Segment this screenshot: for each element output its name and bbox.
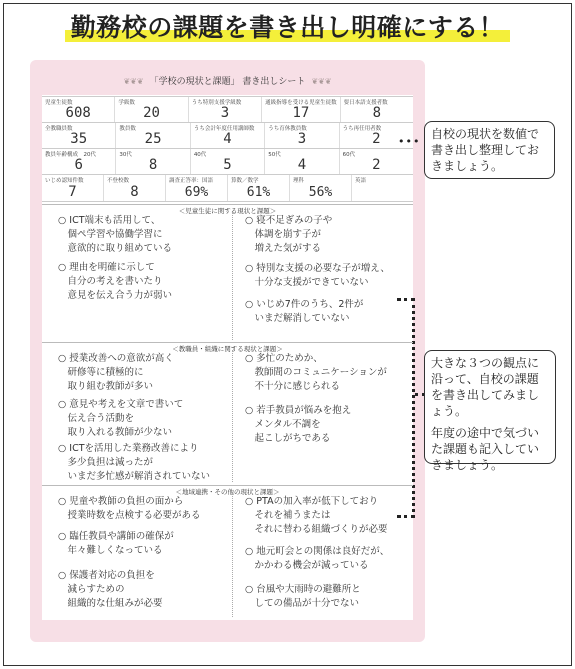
issue-item: ○ 特別な支援の必要な子が増え、 十分な支援ができていない bbox=[245, 263, 390, 288]
stat-value: 608 bbox=[65, 105, 91, 121]
callout-perspectives-text-1: 大きな３つの観点に沿って、自校の課題を書き出してみましょう。 bbox=[431, 356, 540, 418]
section-heading-staff: ＜教職員・組織に関する現状と課題＞ bbox=[42, 342, 413, 353]
stat-label: 理科 bbox=[293, 178, 305, 184]
issue-item: ○ ICTを活用した業務改善により 多少負担は減ったが いまだ多忙感が解消されていない bbox=[58, 443, 211, 482]
stat-cell bbox=[42, 175, 104, 201]
stat-label: 英語 bbox=[355, 178, 367, 184]
stat-label: 60代 bbox=[342, 152, 356, 158]
issue-item: ○ 多忙のためか、 教師間のコミュニケーションが 不十分に感じられる bbox=[245, 353, 387, 392]
stat-cell bbox=[265, 123, 339, 148]
stat-label: 40代 bbox=[193, 152, 207, 158]
stat-row-4 bbox=[42, 174, 413, 202]
stat-label: 学級数 bbox=[118, 100, 135, 106]
stat-label: 教員年齢構成 20代 bbox=[45, 152, 96, 158]
stat-label: 教員数 bbox=[119, 126, 136, 132]
stat-value: 5 bbox=[223, 157, 232, 173]
stat-label: 50代 bbox=[268, 152, 281, 158]
stat-value: 35 bbox=[70, 131, 88, 147]
issue-item: ○ PTAの加入率が低下しており それを補うまたは それに替わる組織づくりが必要 bbox=[245, 496, 388, 535]
worksheet-title bbox=[30, 74, 425, 87]
stat-cell bbox=[42, 123, 116, 148]
section-divider bbox=[232, 493, 233, 617]
stat-value: 69% bbox=[184, 185, 209, 200]
stat-value: 8 bbox=[372, 105, 382, 121]
stat-cell bbox=[42, 149, 116, 174]
stat-label: 算数／数学 bbox=[231, 178, 259, 184]
stat-cell bbox=[341, 97, 413, 122]
page-title bbox=[0, 8, 575, 44]
stat-value: 2 bbox=[372, 157, 381, 173]
stat-label: うち再任用者数 bbox=[342, 126, 382, 132]
stat-cell bbox=[352, 175, 413, 201]
issue-item: ○ 若手教員が悩みを抱え メンタル不調を 起こしがちである bbox=[245, 405, 352, 444]
stat-cell bbox=[262, 97, 341, 122]
ornament-right-icon: ❦❦❦ bbox=[311, 77, 332, 86]
stat-label: いじめ認知件数 bbox=[45, 178, 84, 184]
worksheet-title-text: 「学校の現状と課題」 書き出しシート bbox=[149, 77, 306, 87]
stat-value: 56% bbox=[308, 185, 333, 200]
stat-value: 17 bbox=[292, 105, 310, 121]
stat-label: 児童生徒数 bbox=[45, 100, 73, 106]
stat-label: うち特別支援学級数 bbox=[191, 100, 242, 106]
stat-cell bbox=[340, 149, 413, 174]
callout-perspectives-text-2: 年度の途中で気づいた課題も記入していきましょう。 bbox=[431, 426, 540, 472]
stat-cell bbox=[191, 123, 265, 148]
stat-cell bbox=[189, 97, 262, 122]
ellipsis-icon: ••• bbox=[398, 135, 421, 148]
section-divider bbox=[232, 212, 233, 340]
stat-label: うち会計年度任用講師数 bbox=[193, 126, 255, 132]
stat-cell bbox=[116, 123, 190, 148]
issue-item: ○ 授業改善への意欲が高く 研修等に積極的に 取り組む教師が多い bbox=[58, 353, 174, 392]
issue-item: ○ 寝不足ぎみの子や 体調を崩す子が 増えた気がする bbox=[245, 215, 333, 254]
stat-value: 2 bbox=[372, 131, 381, 147]
stat-value: 61% bbox=[246, 185, 271, 200]
callout-numbers-text: 自校の現状を数値で書き出し整理しておきましょう。 bbox=[431, 127, 540, 173]
stat-cell bbox=[290, 175, 352, 201]
stat-value: 4 bbox=[223, 131, 232, 147]
issue-item: ○ 児童や教師の負担の面から 授業時数を点検する必要がある bbox=[58, 496, 201, 521]
stat-value: 6 bbox=[74, 157, 83, 173]
section-heading-community: ＜地域連携・その他の現状と課題＞ bbox=[42, 485, 413, 496]
stat-cell bbox=[42, 97, 115, 122]
stat-value: 8 bbox=[148, 157, 158, 173]
stat-label: うち育休教員数 bbox=[268, 126, 307, 132]
stat-label: 全教職員数 bbox=[45, 126, 73, 132]
stat-label: 30代 bbox=[119, 152, 132, 158]
stat-cell bbox=[116, 149, 190, 174]
stat-value: 8 bbox=[130, 184, 139, 200]
stat-label: 調査正答率：国語 bbox=[169, 178, 214, 184]
issue-item: ○ ICT端末も活用して、 個ペ学習や協働学習に 意欲的に取り組めている bbox=[58, 215, 173, 254]
section-divider bbox=[232, 350, 233, 482]
stat-row-1 bbox=[42, 96, 413, 122]
issue-item: ○ 台風や大雨時の避難所と しての備品が十分でない bbox=[245, 584, 361, 609]
stat-value: 3 bbox=[220, 105, 230, 121]
stat-value: 25 bbox=[144, 131, 162, 147]
stat-label: 不登校数 bbox=[107, 178, 130, 184]
issue-item: ○ 意見や考えを文章で書いて 伝え合う活動を 取り入れる教師が少ない bbox=[58, 399, 184, 438]
issue-item: ○ 地元町会との関係は良好だが、 かかわる機会が減っている bbox=[245, 546, 390, 571]
stat-value: 7 bbox=[68, 184, 77, 200]
callout-perspectives bbox=[424, 350, 556, 472]
stat-value: 20 bbox=[143, 105, 160, 121]
issue-item: ○ 理由を明確に示して 自分の考えを書いたり 意見を伝え合う力が弱い bbox=[58, 262, 173, 301]
stat-value: 3 bbox=[297, 131, 307, 147]
callout-numbers bbox=[424, 121, 555, 179]
stat-cell bbox=[115, 97, 188, 122]
stat-cell bbox=[191, 149, 265, 174]
stat-cell bbox=[228, 175, 290, 201]
stat-label: 要日本語支援者数 bbox=[343, 100, 388, 106]
stat-value: 4 bbox=[297, 157, 307, 173]
issue-item: ○ いじめ7件のうち、2件が いまだ解消していない bbox=[245, 299, 364, 324]
stat-row-2 bbox=[42, 122, 413, 148]
stat-label: 通級指導を受ける児童生徒数 bbox=[265, 100, 337, 106]
issue-item: ○ 臨任教員や講師の確保が 年々難しくなっている bbox=[58, 531, 174, 556]
ornament-left-icon: ❦❦❦ bbox=[123, 77, 144, 86]
section-heading-students: ＜児童生徒に関する現状と課題＞ bbox=[42, 204, 413, 215]
stat-cell bbox=[265, 149, 339, 174]
page-title-text: 勤務校の課題を書き出し明確にする！ bbox=[65, 13, 511, 42]
issue-item: ○ 保護者対応の負担を 減らすための 組織的な仕組みが必要 bbox=[58, 570, 163, 609]
stat-row-3 bbox=[42, 148, 413, 174]
stat-cell bbox=[104, 175, 166, 201]
stat-cell bbox=[166, 175, 228, 201]
